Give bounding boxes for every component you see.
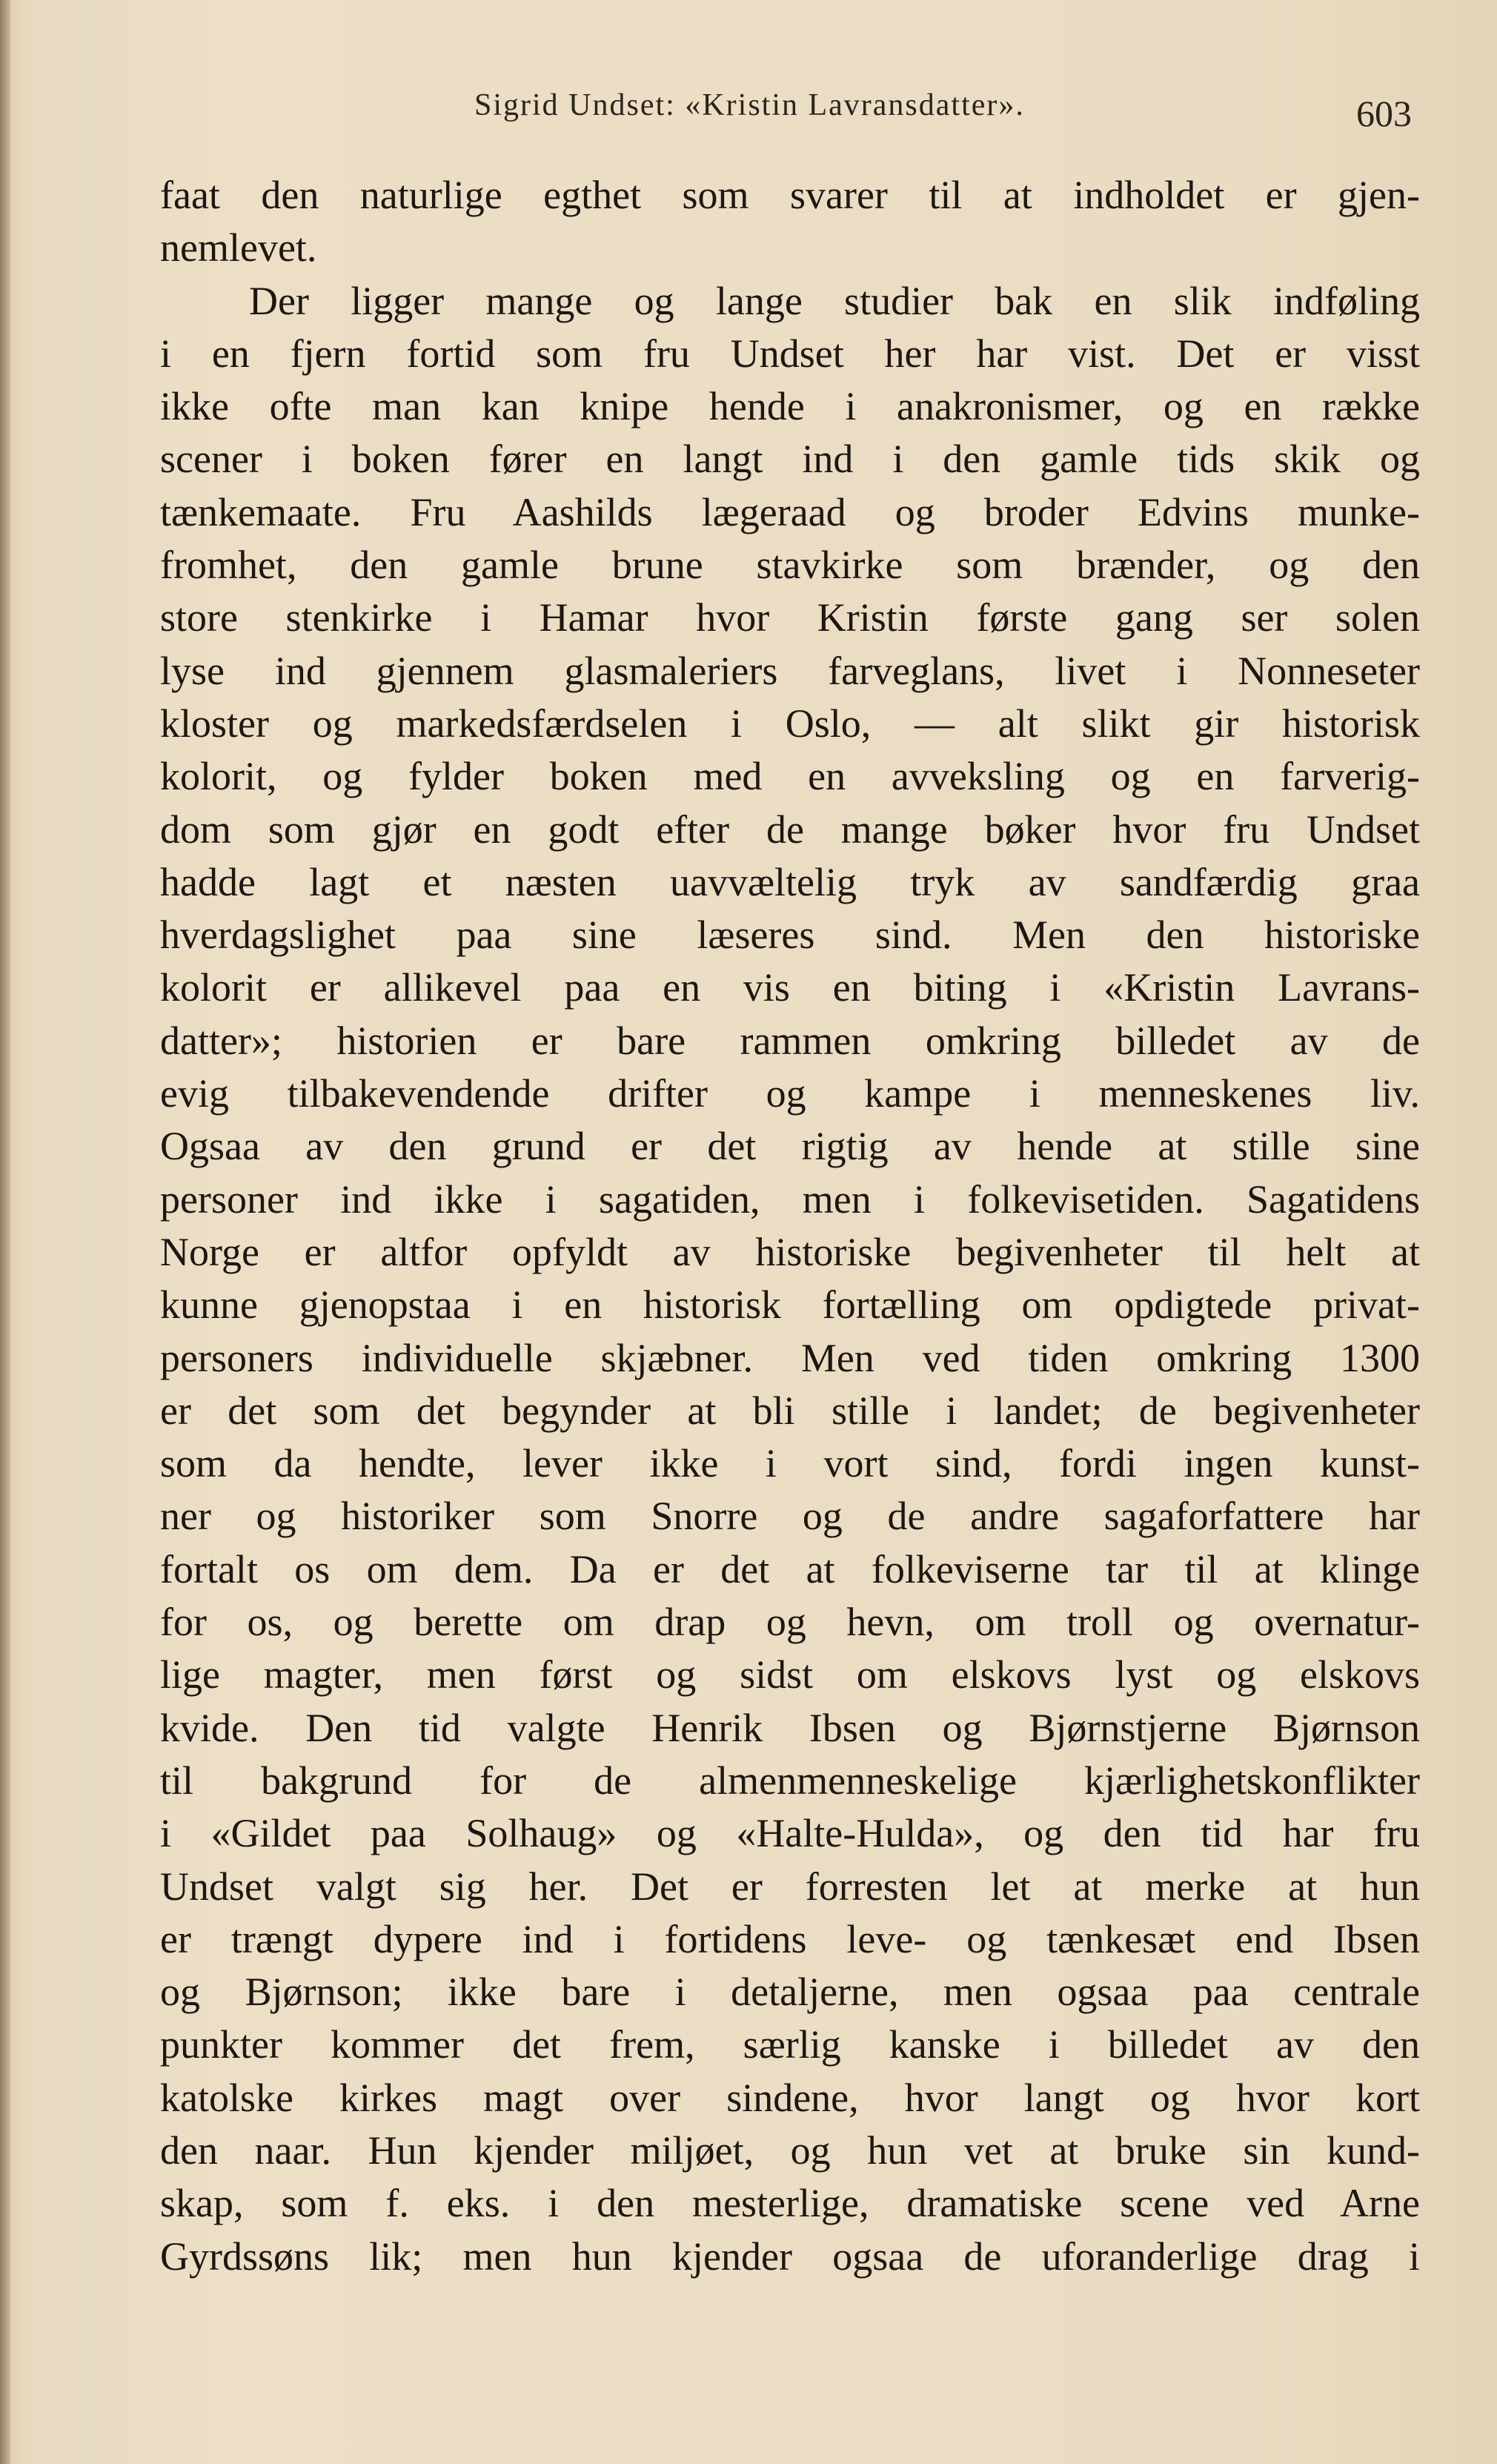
text-line: for os, og berette om drap og hevn, om troll og overnatur- xyxy=(160,1600,1420,1645)
text-line: kolorit er allikevel paa en vis en biting i «Kristin Lavrans- xyxy=(160,965,1420,1010)
text-line: tænkemaate. Fru Aashilds lægeraad og broder Edvins munke- xyxy=(160,489,1420,534)
text-line: Norge er altfor opfyldt av historiske begivenheter til helt at xyxy=(160,1229,1420,1274)
text-line: lyse ind gjennem glasmaleriers farveglans, livet i Nonneseter xyxy=(160,648,1420,693)
text-line: ikke ofte man kan knipe hende i anakronismer, og en række xyxy=(160,384,1420,429)
text-line: kolorit, og fylder boken med en avveksling og en farverig- xyxy=(160,754,1420,799)
text-line: er trængt dypere ind i fortidens leve- og tænkesæt end Ibsen xyxy=(160,1916,1420,1961)
text-line: ner og historiker som Snorre og de andre sagaforfattere har xyxy=(160,1494,1420,1539)
text-line: i «Gildet paa Solhaug» og «Halte-Hulda», og den tid har fru xyxy=(160,1811,1420,1856)
text-line: dom som gjør en godt efter de mange bøker hvor fru Undset xyxy=(160,807,1420,852)
page-spine-edge xyxy=(0,0,10,2464)
page-number: 603 xyxy=(1356,93,1412,134)
text-line: er det som det begynder at bli stille i landet; de begivenheter xyxy=(160,1388,1420,1433)
text-line: lige magter, men først og sidst om elskovs lyst og elskovs xyxy=(160,1652,1420,1698)
text-line: og Bjørnson; ikke bare i detaljerne, men ogsaa paa centrale xyxy=(160,1970,1420,2015)
text-line: i en fjern fortid som fru Undset her har vist. Det er visst xyxy=(160,331,1420,376)
text-line: evig tilbakevendende drifter og kampe i menneskenes liv. xyxy=(160,1071,1420,1116)
text-line: hadde lagt et næsten uavvæltelig tryk av sandfærdig graa xyxy=(160,859,1420,904)
text-line: fortalt os om dem. Da er det at folkeviserne tar til at klinge xyxy=(160,1546,1420,1592)
body-text xyxy=(160,169,1420,2283)
text-line: Undset valgt sig her. Det er forresten let at merke at hun xyxy=(160,1864,1420,1909)
text-line: kunne gjenopstaa i en historisk fortælling om opdigtede privat- xyxy=(160,1282,1420,1328)
text-line: faat den naturlige egthet som svarer til at indholdet er gjen- xyxy=(160,173,1420,217)
text-line: katolske kirkes magt over sindene, hvor langt og hvor kort xyxy=(160,2075,1420,2120)
text-line: hverdagslighet paa sine læseres sind. Men den historiske xyxy=(160,913,1420,958)
running-header: Sigrid Undset: «Kristin Lavransdatter». xyxy=(474,88,1025,122)
text-line: personer ind ikke i sagatiden, men i folkevisetiden. Sagatidens xyxy=(160,1176,1420,1222)
text-line: Der ligger mange og lange studier bak en slik indføling xyxy=(249,278,1420,323)
text-line: punkter kommer det frem, særlig kanske i billedet av den xyxy=(160,2022,1420,2067)
text-line: fromhet, den gamle brune stavkirke som brænder, og den xyxy=(160,543,1420,588)
text-line: nemlevet. xyxy=(160,225,317,271)
text-line: kloster og markedsfærdselen i Oslo, — alt slikt gir historisk xyxy=(160,701,1420,746)
text-line: til bakgrund for de almenmenneskelige kjærlighetskonflikter xyxy=(160,1758,1420,1803)
text-line: som da hendte, lever ikke i vort sind, fordi ingen kunst- xyxy=(160,1441,1420,1486)
text-line: datter»; historien er bare rammen omkring billedet av de xyxy=(160,1018,1420,1063)
text-line: Gyrdssøns lik; men hun kjender ogsaa de uforanderlige drag i xyxy=(160,2233,1420,2279)
text-line: store stenkirke i Hamar hvor Kristin første gang ser solen xyxy=(160,595,1420,640)
text-line: kvide. Den tid valgte Henrik Ibsen og Bjørnstjerne Bjørnson xyxy=(160,1705,1420,1750)
text-line: skap, som f. eks. i den mesterlige, dramatiske scene ved Arne xyxy=(160,2181,1420,2226)
text-line: den naar. Hun kjender miljøet, og hun vet at bruke sin kund- xyxy=(160,2127,1420,2173)
text-line: scener i boken fører en langt ind i den gamle tids skik og xyxy=(160,437,1420,482)
text-line: personers individuelle skjæbner. Men ved tiden omkring 1300 xyxy=(160,1335,1420,1380)
text-line: Ogsaa av den grund er det rigtig av hende at stille sine xyxy=(160,1124,1420,1169)
